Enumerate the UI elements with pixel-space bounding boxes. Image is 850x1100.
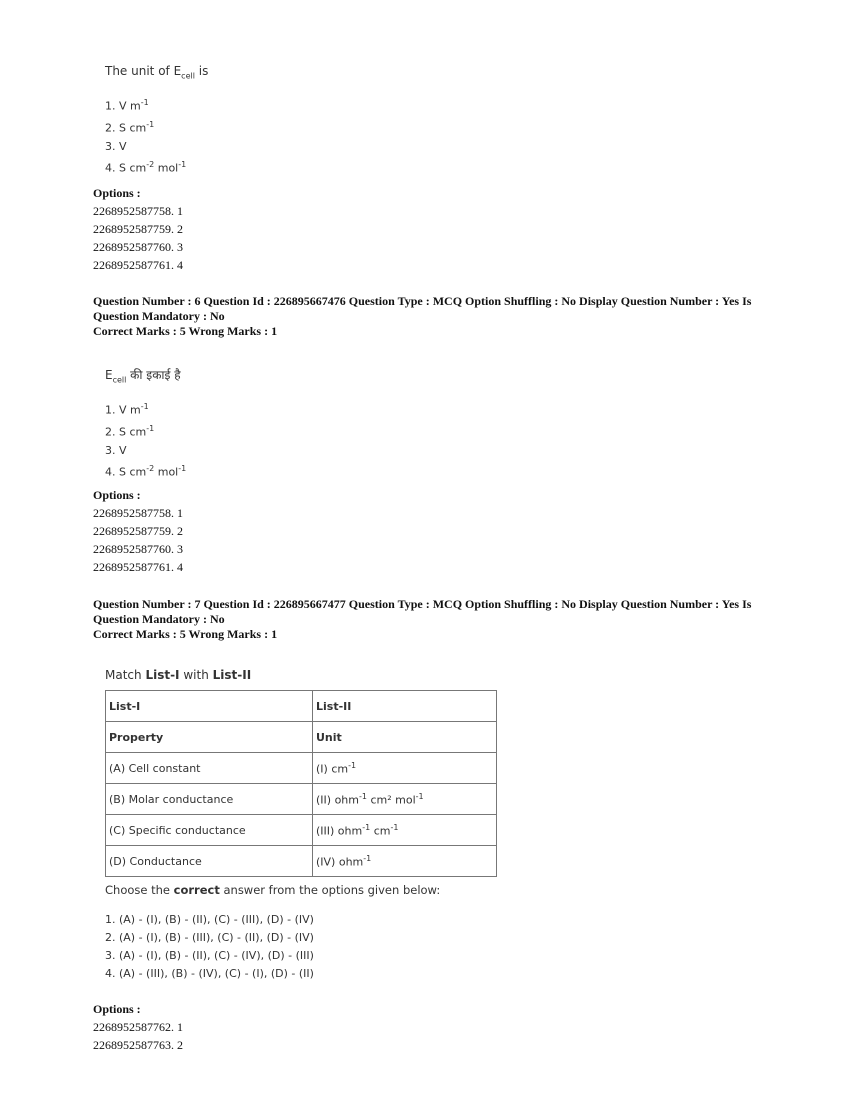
answer-option-4: 4. (A) - (III), (B) - (IV), (C) - (I), (D) - (II) (105, 967, 314, 980)
question-header: Question Number : 7 Question Id : 226895667477 Question Type : MCQ Option Shuffling : No Display Question Number : Yes Is Question Mandatory : No (93, 597, 752, 626)
option-item: 2268952587763. 2 (93, 1038, 183, 1052)
question-stem: $E_{cell}$ की इकाई है (105, 368, 181, 385)
option-item: 2268952587761. 4 (93, 258, 183, 272)
question-stem: The unit of $E_{cell}$ is (105, 64, 209, 81)
table-row (106, 846, 497, 877)
table-header-row (106, 691, 497, 722)
question-image-q7 (105, 668, 497, 983)
table-cell: (B) Molar conductance (106, 784, 313, 815)
option-item: 2268952587760. 3 (93, 240, 183, 254)
options-list-q7 (93, 1000, 183, 1054)
question-meta-q7 (93, 597, 753, 642)
option-item: 2268952587758. 1 (93, 204, 183, 218)
choose-instruction: Choose the correct answer from the options given below: (105, 883, 441, 897)
options-list-q6 (93, 486, 183, 576)
answer-option-1: 1. (A) - (I), (B) - (II), (C) - (III), (D) - (IV) (105, 913, 314, 926)
table-cell: (A) Cell constant (106, 753, 313, 784)
option-item: 2268952587759. 2 (93, 222, 183, 236)
table-cell: (I) $cm^{-1}$ (313, 753, 497, 784)
question-option-2: 2. S $cm^{-1}$ (105, 120, 155, 135)
option-item: 2268952587762. 1 (93, 1020, 183, 1034)
table-subheader-cell: Unit (313, 722, 497, 753)
match-table (105, 690, 497, 877)
question-image-q6 (105, 366, 186, 481)
question-option-4: 4. S $cm^{-2}$ mol$^{-1}$ (105, 463, 187, 479)
table-row (106, 753, 497, 784)
marks-info: Correct Marks : 5 Wrong Marks : 1 (93, 627, 278, 641)
question-meta-q6 (93, 294, 753, 339)
table-cell: (III) ohm$^{-1}$ $cm^{-1}$ (313, 815, 497, 846)
question-option-2: 2. S $cm^{-1}$ (105, 424, 155, 439)
table-row (106, 784, 497, 815)
table-cell: (D) Conductance (106, 846, 313, 877)
answer-option-2: 2. (A) - (I), (B) - (III), (C) - (II), (D) - (IV) (105, 931, 314, 944)
table-header-cell: List-I (106, 691, 313, 722)
table-cell: (IV) ohm$^{-1}$ (313, 846, 497, 877)
question-header: Question Number : 6 Question Id : 226895667476 Question Type : MCQ Option Shuffling : No Display Question Number : Yes Is Question Mandatory : No (93, 294, 752, 323)
options-title: Options : (93, 186, 141, 200)
question-option-3: 3. V (105, 443, 127, 457)
options-title: Options : (93, 1002, 141, 1016)
answer-option-3: 3. (A) - (I), (B) - (II), (C) - (IV), (D) - (III) (105, 949, 314, 962)
option-item: 2268952587761. 4 (93, 560, 183, 574)
table-subheader-cell: Property (106, 722, 313, 753)
option-item: 2268952587759. 2 (93, 524, 183, 538)
marks-info: Correct Marks : 5 Wrong Marks : 1 (93, 324, 278, 338)
question-option-4: 4. S $cm^{-2}$ mol$^{-1}$ (105, 159, 187, 175)
question-stem: Match List-I with List-II (105, 668, 252, 682)
options-list-q5 (93, 184, 183, 274)
option-item: 2268952587760. 3 (93, 542, 183, 556)
question-option-3: 3. V (105, 139, 127, 153)
table-header-cell: List-II (313, 691, 497, 722)
question-option-1: 1. V $m^{-1}$ (105, 98, 149, 114)
question-option-1: 1. V $m^{-1}$ (105, 402, 149, 418)
table-row (106, 815, 497, 846)
table-cell: (II) ohm$^{-1}$ cm² mol$^{-1}$ (313, 784, 497, 815)
question-image-q5 (105, 64, 208, 177)
options-title: Options : (93, 488, 141, 502)
option-item: 2268952587758. 1 (93, 506, 183, 520)
table-subheader-row (106, 722, 497, 753)
table-cell: (C) Specific conductance (106, 815, 313, 846)
